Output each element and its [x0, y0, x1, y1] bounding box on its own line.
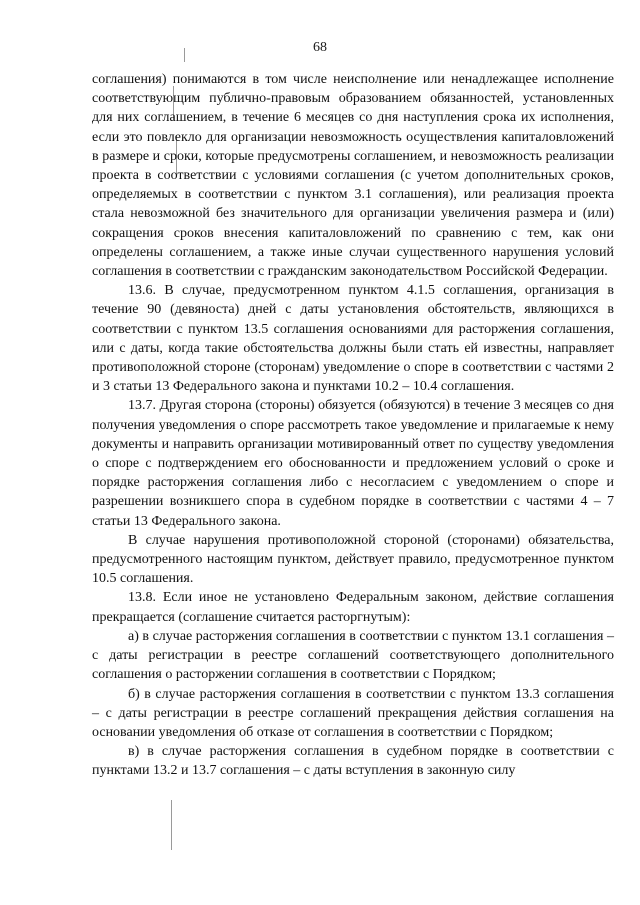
paragraph-13-7: 13.7. Другая сторона (стороны) обязуется (обязуются) в течение 3 месяцев со дня получения уведомления о споре рассмотреть такое уведомление и прилагаемые к нему документы и направить организации мотивированный ответ по существу уведомления о споре с подтверждением его обоснованности и предложением условий о сроке и порядке расторжения соглашения либо с несогласием с уведомлением о споре и разрешении возникшего спора в судебном порядке в соответствии с частями 4 – 7 статьи 13 Федерального закона.	[92, 398, 614, 529]
document-body	[92, 70, 614, 781]
list-item-c: в) в случае расторжения соглашения в судебном порядке в соответствии с пунктами 13.2 и 13.7 соглашения – с даты вступления в законную силу	[92, 744, 614, 779]
paragraph-13-6: 13.6. В случае, предусмотренном пунктом 4.1.5 соглашения, организация в течение 90 (девяноста) дней с даты установления обстоятельств, являющихся в соответствии с пунктом 13.5 соглашения основаниями для расторжения соглашения, или с даты, когда такие обстоятельства должны были стать ей известны, направляет противоположной стороне (сторонам) уведомление о споре в соответствии с частями 2 и 3 статьи 13 Федерального закона и пунктами 10.2 – 10.4 соглашения.	[92, 283, 614, 395]
scan-artifact-line	[171, 800, 172, 850]
page-number: 68	[313, 40, 327, 55]
paragraph-violation-rule: В случае нарушения противоположной стороной (сторонами) обязательства, предусмотренного настоящим пунктом, действует правило, предусмотренное пунктом 10.5 соглашения.	[92, 532, 614, 587]
list-item-b: б) в случае расторжения соглашения в соответствии с пунктом 13.3 соглашения – с даты регистрации в реестре соглашений прекращения действия соглашения на основании уведомления об отказе от соглашения в соответствии с Порядком;	[92, 686, 614, 740]
paragraph-continuation: соглашения) понимаются в том числе неисполнение или ненадлежащее исполнение соответствующим публично-правовым образованием обязанностей, установленных для них соглашением, в течение 6 месяцев со дня наступления срока их исполнения, если это повлекло для организации невозможность осуществления капиталовложений в размере и сроки, которые предусмотрены соглашением, и невозможность реализации проекта в соответствии с условиями соглашения (с учетом дополнительных сроков, определяемых в соответствии с пунктом 3.1 соглашения), или реализация проекта стала невозможной без значительного для организации увеличения размера и (или) сокращения сроков внесения капиталовложений по сравнению с тем, как они определены соглашением, а также иные случаи существенного нарушения условий соглашения в соответствии с гражданским законодательством Российской Федерации.	[92, 72, 614, 280]
list-item-a: а) в случае расторжения соглашения в соответствии с пунктом 13.1 соглашения – с даты регистрации в реестре соглашений соответствующего дополнительного соглашения о расторжении соглашения в соответствии с Порядком;	[92, 628, 614, 683]
paragraph-13-8: 13.8. Если иное не установлено Федеральным законом, действие соглашения прекращается (соглашение считается расторгнутым):	[92, 590, 614, 625]
